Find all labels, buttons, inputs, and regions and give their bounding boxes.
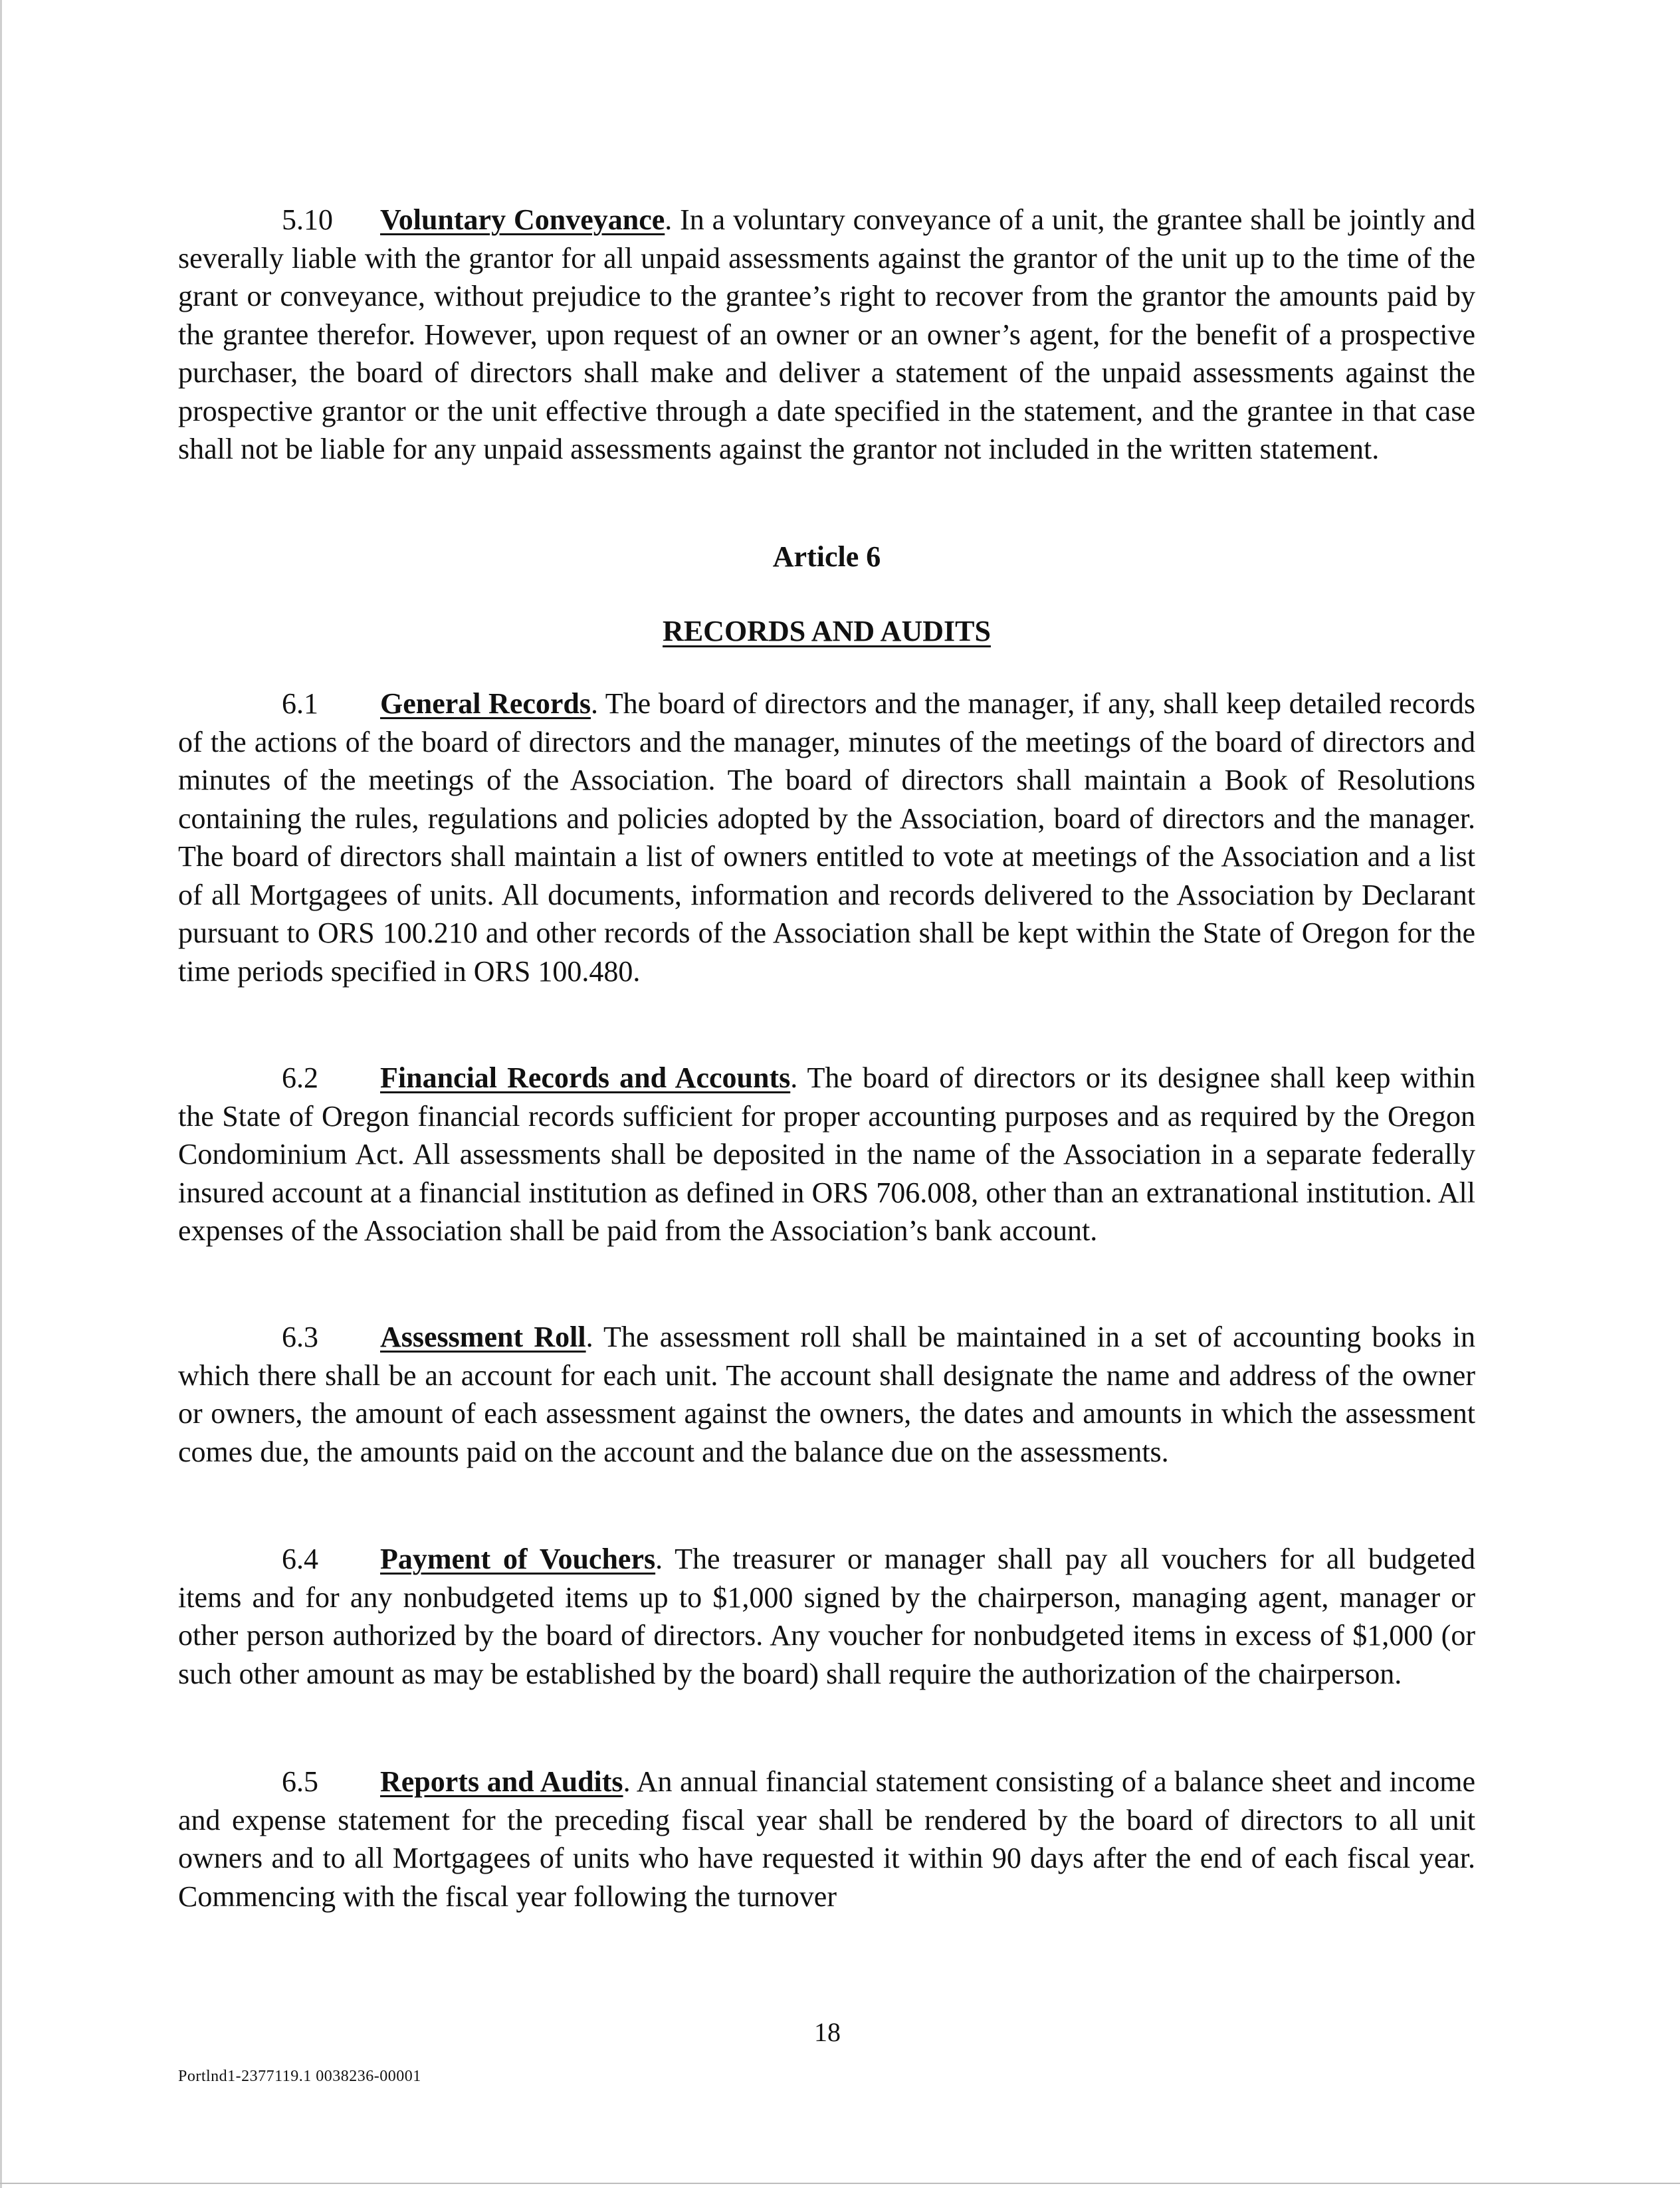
section-body: . The board of directors or its designee shall keep within the State of Oregon financial records sufficient for proper accounting purposes and as required by the Oregon Condominium Act. All assessments shall be deposited in the name of the Association in a separate federally insured account at a financial institution as defined in ORS 706.008, other than an extranational institution. All expenses of the Association shall be paid from the Association’s bank account. xyxy=(178,1061,1475,1247)
section-heading: Payment of Vouchers xyxy=(380,1543,656,1575)
section-number: 5.10 xyxy=(282,203,333,236)
section-body: . The board of directors and the manager, if any, shall keep detailed records of the actions of the board of directors and the manager, minutes of the meetings of the board of directors and minutes of the meetings of the Association. The board of directors shall maintain a Book of Resolutions containing the rules, regulations and policies adopted by the Association, board of directors and the manager. The board of directors shall maintain a list of owners entitled to vote at meetings of the Association and a list of all Mortgagees of units. All documents, information and records delivered to the Association by Declarant pursuant to ORS 100.210 and other records of the Association shall be kept within the State of Oregon for the time periods specified in ORS 100.480. xyxy=(178,687,1475,988)
section-number: 6.2 xyxy=(282,1061,318,1094)
document-id: Portlnd1-2377119.1 0038236-00001 xyxy=(178,2068,421,2085)
paragraph-6-3 xyxy=(178,1318,1475,1471)
section-6-2 xyxy=(178,1059,1475,1250)
section-number: 6.5 xyxy=(282,1765,318,1798)
section-number: 6.3 xyxy=(282,1321,318,1353)
paragraph-5-10 xyxy=(178,201,1475,469)
section-heading: General Records xyxy=(380,687,591,720)
section-6-3 xyxy=(178,1318,1475,1471)
section-6-4 xyxy=(178,1540,1475,1693)
article-label: Article 6 xyxy=(772,540,881,573)
section-body: . The assessment roll shall be maintained in a set of accounting books in which there shall be an account for each unit. The account shall designate the name and address of the owner or owners, the amount of each assessment against the owners, the dates and amounts in which the assessment comes due, the amounts paid on the account and the balance due on the assessments. xyxy=(178,1321,1476,1468)
article-title: RECORDS AND AUDITS xyxy=(663,615,991,647)
paragraph-6-2 xyxy=(178,1059,1475,1250)
section-heading: Voluntary Conveyance xyxy=(380,203,665,236)
page-number: 18 xyxy=(814,2017,841,2047)
section-heading: Financial Records and Accounts xyxy=(380,1061,791,1094)
paragraph-6-4 xyxy=(178,1540,1475,1693)
section-body: . The treasurer or manager shall pay all vouchers for all budgeted items and for any nonbudgeted items up to $1,000 signed by the chairperson, managing agent, manager or other person authorized by the board of directors. Any voucher for nonbudgeted items in excess of $1,000 (or such other amount as may be established by the board) shall require the authorization of the chairperson. xyxy=(178,1543,1475,1690)
section-6-5 xyxy=(178,1763,1475,1915)
section-number: 6.4 xyxy=(282,1543,318,1575)
scan-edge-bottom xyxy=(0,2183,1680,2184)
section-body: . In a voluntary conveyance of a unit, the grantee shall be jointly and severally liable with the grantor for all unpaid assessments against the grantor of the unit up to the time of the grant or conveyance, without prejudice to the grantee’s right to recover from the grantor the amounts paid by the grantee therefor. However, upon request of an owner or an owner’s agent, for the benefit of a prospective purchaser, the board of directors shall make and deliver a statement of the unpaid assessments against the prospective grantor or the unit effective through a date specified in the statement, and the grantee in that case shall not be liable for any unpaid assessments against the grantor not included in the written statement. xyxy=(178,203,1475,465)
section-heading: Reports and Audits xyxy=(380,1765,623,1798)
section-5-10 xyxy=(178,201,1475,469)
scan-edge-left xyxy=(0,0,2,2188)
paragraph-6-5 xyxy=(178,1763,1475,1915)
section-number: 6.1 xyxy=(282,687,318,720)
section-6-1 xyxy=(178,685,1475,990)
section-body: . An annual financial statement consisting of a balance sheet and income and expense statement for the preceding fiscal year shall be rendered by the board of directors to all unit owners and to all Mortgagees of units who have requested it within 90 days after the end of each fiscal year. Commencing with the fiscal year following the turnover xyxy=(178,1765,1475,1913)
section-heading: Assessment Roll xyxy=(380,1321,586,1353)
paragraph-6-1 xyxy=(178,685,1475,990)
